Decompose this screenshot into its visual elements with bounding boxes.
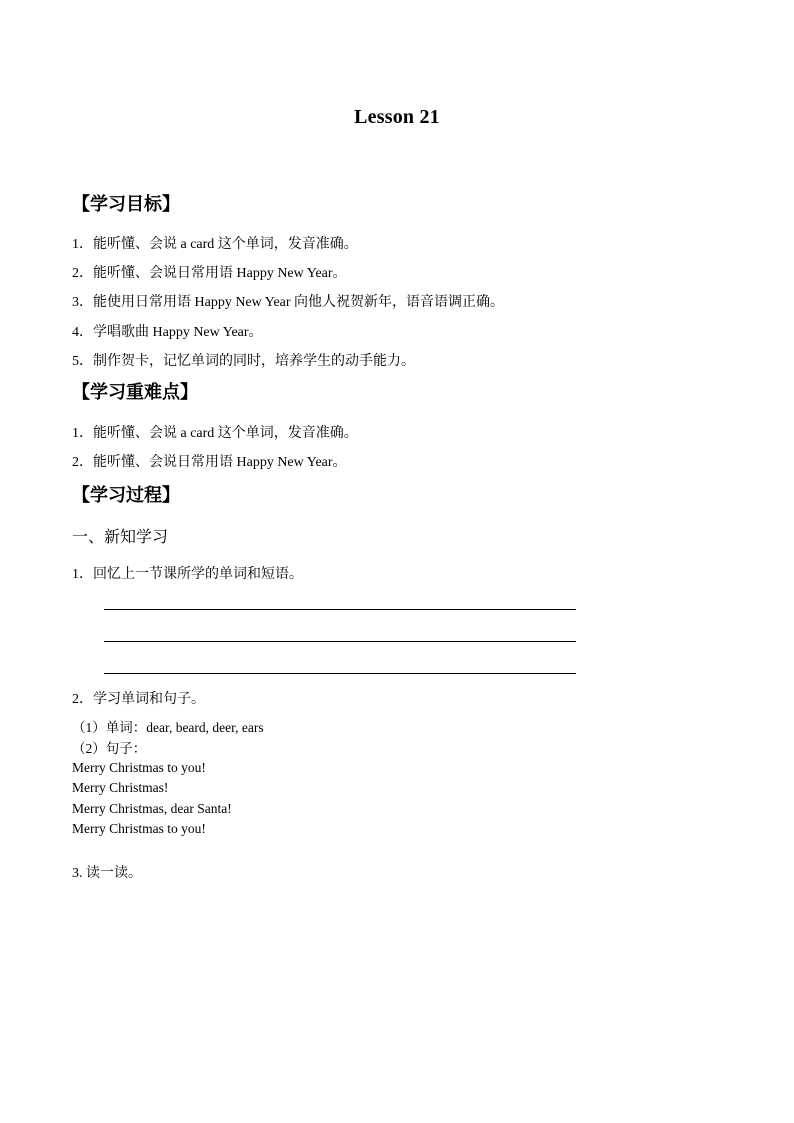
- sentence-line: Merry Christmas!: [72, 780, 169, 795]
- objective-item: 4．学唱歌曲 Happy New Year。: [72, 325, 263, 340]
- objective-item: 5．制作贺卡，记忆单词的同时，培养学生的动手能力。: [72, 354, 415, 369]
- answer-line: [104, 609, 576, 610]
- key-point-item: 2．能听懂、会说日常用语 Happy New Year。: [72, 455, 347, 470]
- objective-item: 3．能使用日常用语 Happy New Year 向他人祝贺新年，语音语调正确。: [72, 295, 505, 310]
- sentence-line: Merry Christmas, dear Santa!: [72, 801, 232, 816]
- sentence-line: Merry Christmas to you!: [72, 760, 206, 775]
- page-title: Lesson 21: [354, 106, 440, 128]
- sentences-label: （2）句子：: [72, 741, 147, 756]
- key-point-item: 1．能听懂、会说 a card 这个单词，发音准确。: [72, 426, 358, 441]
- objective-item: 1．能听懂、会说 a card 这个单词，发音准确。: [72, 237, 358, 252]
- objectives-heading: 【学习目标】: [72, 194, 180, 215]
- step-review: 1．回忆上一节课所学的单词和短语。: [72, 567, 303, 582]
- key-points-heading: 【学习重难点】: [72, 382, 198, 403]
- answer-line: [104, 641, 576, 642]
- objective-item: 2．能听懂、会说日常用语 Happy New Year。: [72, 266, 347, 281]
- answer-line: [104, 673, 576, 674]
- section-new-learning: 一、新知学习: [72, 529, 169, 546]
- sentence-line: Merry Christmas to you!: [72, 821, 206, 836]
- process-heading: 【学习过程】: [72, 485, 180, 506]
- step-read: 3. 读一读。: [72, 866, 142, 881]
- step-learn-words: 2．学习单词和句子。: [72, 692, 205, 707]
- words-list: （1）单词：dear, beard, deer, ears: [72, 720, 264, 735]
